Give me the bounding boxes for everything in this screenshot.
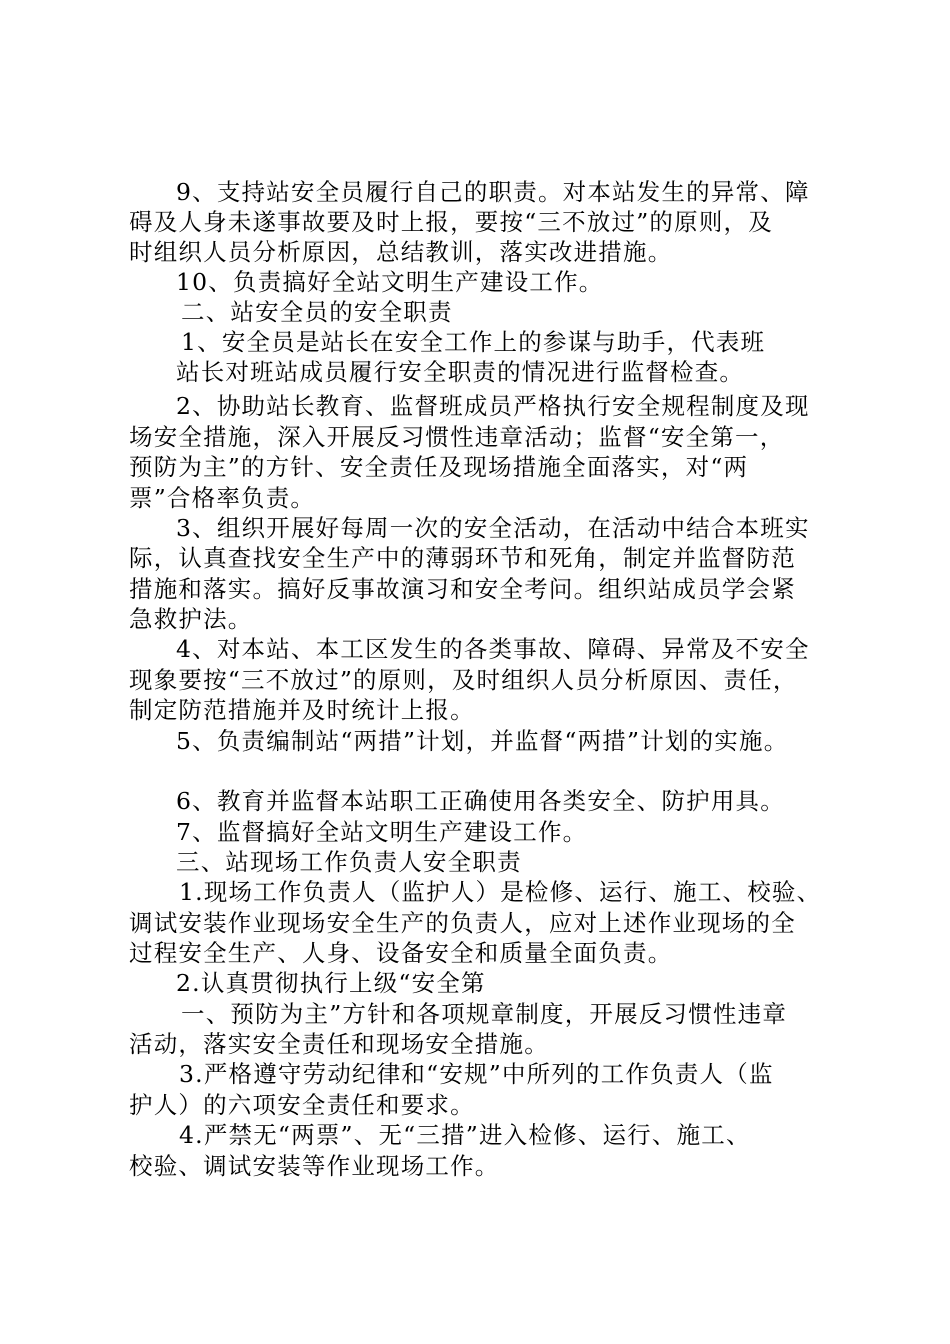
line-28: 活动，落实安全责任和现场安全措施。 (129, 1030, 549, 1058)
line-27: 一、预防为主”方针和各项规章制度，开展反习惯性违章 (181, 1000, 788, 1028)
line-08: 2、协助站长教育、监督班成员严格执行安全规程制度及现 (176, 392, 810, 420)
line-29: 3.严格遵守劳动纪律和“安规”中所列的工作负责人（监 (179, 1060, 774, 1088)
line-02: 碍及人身未遂事故要及时上报，要按“三不放过”的原则，及 (129, 208, 773, 236)
line-03: 时组织人员分析原因，总结教训，落实改进措施。 (129, 238, 673, 266)
line-26: 2.认真贯彻执行上级“安全第 (176, 969, 486, 997)
line-12: 3、组织开展好每周一次的安全活动，在活动中结合本班实 (176, 514, 810, 542)
section-heading-2: 二、站安全员的安全职责 (181, 298, 453, 326)
line-30: 护人）的六项安全责任和要求。 (129, 1091, 475, 1119)
line-09: 场安全措施，深入开展反习惯性违章活动；监督“安全第一， (129, 423, 785, 451)
line-32: 校验、调试安装等作业现场工作。 (129, 1152, 500, 1180)
line-23: 1.现场工作负责人（监护人）是检修、运行、施工、校验、 (179, 878, 822, 906)
line-13: 际，认真查找安全生产中的薄弱环节和死角，制定并监督防范 (129, 544, 796, 572)
line-21: 7、监督搞好全站文明生产建设工作。 (176, 818, 588, 846)
line-01: 9、支持站安全员履行自己的职责。对本站发生的异常、障 (176, 178, 810, 206)
line-15: 急救护法。 (129, 605, 253, 633)
line-10: 预防为主”的方针、安全责任及现场措施全面落实，对“两 (129, 453, 749, 481)
line-07: 站长对班站成员履行安全职责的情况进行监督检查。 (176, 358, 745, 386)
section-heading-3: 三、站现场工作负责人安全职责 (176, 848, 522, 876)
line-24: 调试安装作业现场安全生产的负责人，应对上述作业现场的全 (129, 909, 796, 937)
line-06: 1、安全员是站长在安全工作上的参谋与助手，代表班 (181, 328, 766, 356)
line-18: 制定防范措施并及时统计上报。 (129, 696, 475, 724)
line-11: 票”合格率负责。 (129, 484, 316, 512)
line-16: 4、对本站、本工区发生的各类事故、障碍、异常及不安全 (176, 635, 810, 663)
line-14: 措施和落实。搞好反事故演习和安全考问。组织站成员学会紧 (129, 575, 796, 603)
line-25: 过程安全生产、人身、设备安全和质量全面负责。 (129, 939, 673, 967)
line-20: 6、教育并监督本站职工正确使用各类安全、防护用具。 (176, 787, 785, 815)
line-31: 4.严禁无“两票”、无“三措”进入检修、运行、施工、 (179, 1121, 751, 1149)
line-04: 10、负责搞好全站文明生产建设工作。 (176, 268, 604, 296)
line-19: 5、负责编制站“两措”计划，并监督“两措”计划的实施。 (176, 727, 789, 755)
line-17: 现象要按“三不放过”的原则，及时组织人员分析原因、责任， (129, 666, 798, 694)
